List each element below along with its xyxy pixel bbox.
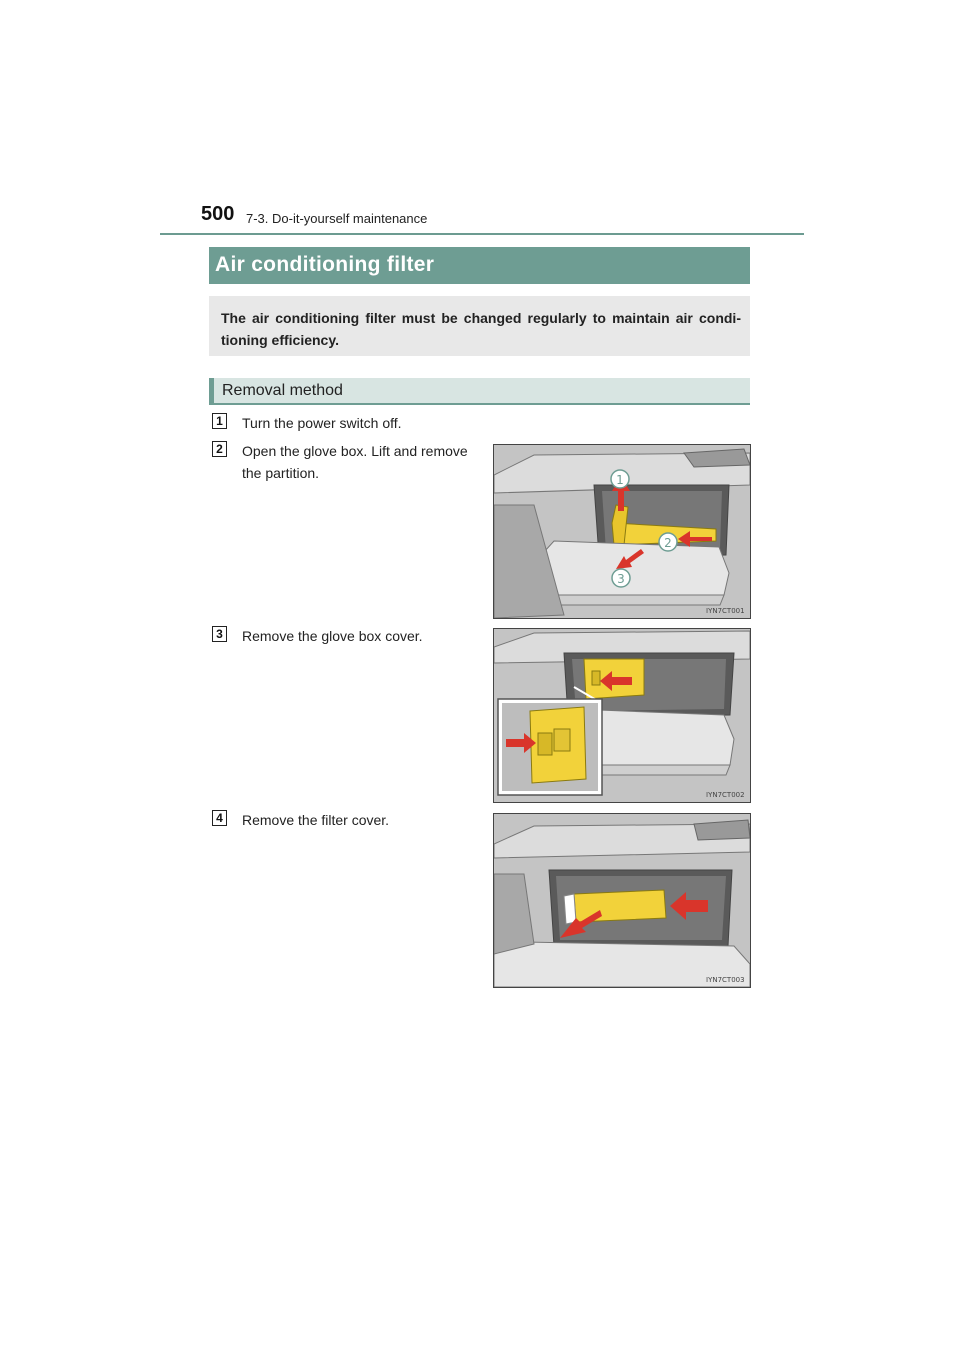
callout-1: 1 bbox=[616, 473, 624, 487]
figure-remove-filter-cover bbox=[493, 813, 751, 988]
step-text-4: Remove the filter cover. bbox=[242, 812, 390, 828]
header-rule bbox=[160, 233, 804, 235]
step-number-3: 3 bbox=[212, 626, 227, 642]
section-header: 7-3. Do-it-yourself maintenance bbox=[246, 211, 428, 226]
figure-code-2: IYN7CT002 bbox=[706, 791, 745, 799]
step-text-1: Turn the power switch off. bbox=[242, 415, 402, 431]
page-title: Air conditioning filter bbox=[215, 253, 435, 276]
subsection-title: Removal method bbox=[222, 382, 343, 399]
figure-remove-glove-box-cover bbox=[493, 628, 751, 803]
step-text-3: Remove the glove box cover. bbox=[242, 628, 423, 644]
step-text-2: Open the glove box. Lift and remove the partition. bbox=[242, 443, 468, 481]
figure-code-3: IYN7CT003 bbox=[706, 976, 745, 984]
callout-3: 3 bbox=[617, 572, 625, 586]
step-number-1: 1 bbox=[212, 413, 227, 429]
page-number: 500 bbox=[201, 203, 235, 225]
callout-2: 2 bbox=[664, 536, 672, 550]
step-number-4: 4 bbox=[212, 810, 227, 826]
figure-lift-partition bbox=[493, 444, 751, 619]
intro-text: The air conditioning filter must be changed regularly to maintain air condi-tioning efficiency. bbox=[221, 310, 741, 348]
step-number-2: 2 bbox=[212, 441, 227, 457]
subsection-accent bbox=[209, 378, 214, 405]
figure-code-1: IYN7CT001 bbox=[706, 607, 745, 615]
